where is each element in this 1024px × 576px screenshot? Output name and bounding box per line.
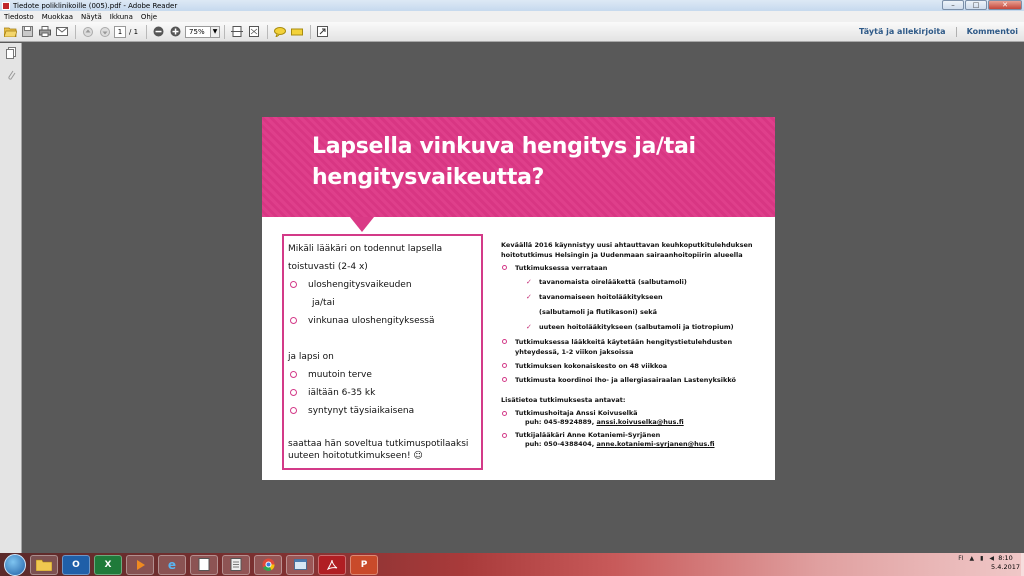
window-app-icon[interactable]	[286, 555, 314, 575]
zoom-in-icon[interactable]	[168, 24, 183, 39]
circle-bullet-icon	[502, 411, 507, 416]
adobe-reader-icon	[2, 2, 10, 10]
window-title: Tiedote poliklinikoille (005).pdf - Adobe Reader	[13, 1, 178, 10]
toolbar-right-links	[859, 27, 1018, 37]
menu-file[interactable]: Tiedosto	[4, 12, 34, 21]
title-banner	[262, 117, 775, 217]
minimize-button[interactable]: –	[942, 0, 964, 10]
list-item: syntynyt täysiaikaisena	[288, 402, 477, 420]
page-number-input[interactable]: 1	[114, 26, 126, 38]
document-title: Lapsella vinkuva hengitys ja/tai hengitysvaikeutta?	[312, 134, 696, 190]
adobe-reader-taskbar-icon[interactable]	[318, 555, 346, 575]
contact-item	[501, 409, 763, 427]
banner-pointer	[350, 217, 374, 232]
pdf-page	[262, 117, 775, 480]
zoom-level-input[interactable]: 75%	[185, 26, 211, 38]
check-item: ✓ tavanomaiseen hoitolääkitykseen	[526, 293, 663, 301]
checkmark-icon: ✓	[526, 323, 532, 331]
zoom-dropdown-icon[interactable]: ▼	[211, 26, 220, 38]
attachment-icon[interactable]	[4, 69, 18, 83]
list-item: Tutkimuksessa verrataan	[501, 263, 763, 273]
toolbar-separator	[956, 27, 957, 37]
start-button[interactable]	[4, 554, 26, 576]
list-item: Tutkimuksen kokonaiskesto on 48 viikkoa	[501, 361, 763, 371]
contact-name: Tutkijalääkäri Anne Kotaniemi-Syrjänen	[515, 431, 661, 439]
circle-bullet-icon	[502, 363, 507, 368]
maximize-button[interactable]: □	[965, 0, 987, 10]
menu-bar	[0, 11, 1024, 22]
menu-edit[interactable]: Muokkaa	[41, 12, 74, 21]
save-icon[interactable]	[20, 24, 35, 39]
fill-and-sign-link[interactable]: Täytä ja allekirjoita	[858, 27, 946, 36]
circle-bullet-icon	[290, 281, 297, 288]
toolbar-separator	[75, 25, 76, 39]
toolbar-separator	[267, 25, 268, 39]
volume-icon[interactable]: ◀	[989, 555, 994, 562]
notes-app-icon[interactable]	[222, 555, 250, 575]
tray-arrow-icon[interactable]: ▲	[969, 555, 975, 562]
list-subtext: ja/tai	[312, 298, 335, 308]
highlight-icon[interactable]	[289, 24, 304, 39]
title-bar	[0, 0, 1024, 11]
network-icon[interactable]: ▮	[980, 555, 984, 562]
list-item: Tutkimusta koordinoi Iho- ja allergiasairaalan Lastenyksikkö	[501, 375, 763, 385]
checkmark-icon: ✓	[526, 293, 532, 301]
toolbar-separator	[146, 25, 147, 39]
toolbar-separator	[224, 25, 225, 39]
taskbar	[0, 553, 1024, 576]
circle-bullet-icon	[502, 377, 507, 382]
clock-date: 5.4.2017	[991, 563, 1020, 571]
checkmark-icon: ✓	[526, 278, 532, 286]
list-item: muutoin terve	[288, 366, 477, 384]
document-app-icon[interactable]	[190, 555, 218, 575]
circle-bullet-icon	[502, 265, 507, 270]
close-button[interactable]: ✕	[988, 0, 1022, 10]
eligibility-mid: ja lapsi on	[288, 352, 334, 362]
check-item-continued: (salbutamoli ja flutikasoni) sekä	[539, 308, 657, 316]
list-item: uloshengitysvaikeuden	[288, 276, 477, 294]
fit-page-icon[interactable]	[246, 24, 261, 39]
contact-email-link[interactable]: anssi.koivuselka@hus.fi	[596, 418, 684, 426]
contact-email-link[interactable]: anne.kotaniemi-syrjanen@hus.fi	[596, 440, 715, 448]
check-item: ✓ uuteen hoitolääkitykseen (salbutamoli ja tiotropium)	[526, 323, 734, 331]
open-folder-icon[interactable]	[3, 24, 18, 39]
excel-icon[interactable]: X	[94, 555, 122, 575]
comment-link[interactable]: Kommentoi	[966, 27, 1018, 36]
contact-phone: puh: 045-8924889,	[525, 418, 595, 426]
language-indicator[interactable]: FI	[958, 555, 964, 562]
contact-name: Tutkimushoitaja Anssi Koivuselkä	[515, 409, 638, 417]
clock-time: 8:10	[998, 554, 1013, 562]
outlook-icon[interactable]: O	[62, 555, 90, 575]
eligibility-intro: Mikäli lääkäri on todennut lapsella toistuvasti (2-4 x)	[288, 244, 443, 272]
page-total: / 1	[129, 27, 139, 36]
circle-bullet-icon	[290, 371, 297, 378]
study-intro: Keväällä 2016 käynnistyy uusi ahtauttavan keuhkoputkitulehduksen hoitotutkimus Helsingin ja Uudenmaan sairaanhoitopiirin alueella	[501, 241, 753, 259]
expand-icon[interactable]	[315, 24, 330, 39]
fit-width-icon[interactable]	[229, 24, 244, 39]
contact-item	[501, 431, 763, 449]
zoom-out-icon[interactable]	[151, 24, 166, 39]
eligibility-box	[282, 234, 483, 470]
email-icon[interactable]	[54, 24, 69, 39]
print-icon[interactable]	[37, 24, 52, 39]
internet-explorer-icon[interactable]: e	[158, 555, 186, 575]
check-item: ✓ tavanomaista oirelääkettä (salbutamoli)	[526, 278, 687, 286]
study-info	[501, 240, 763, 453]
media-player-icon[interactable]	[126, 555, 154, 575]
toolbar-separator	[310, 25, 311, 39]
page-thumbnails-icon[interactable]	[4, 47, 18, 61]
menu-view[interactable]: Näytä	[81, 12, 102, 21]
circle-bullet-icon	[502, 433, 507, 438]
eligibility-outro: saattaa hän soveltua tutkimuspotilaaksi uuteen hoitotutkimukseen! ☺	[288, 439, 469, 461]
circle-bullet-icon	[290, 407, 297, 414]
previous-page-icon[interactable]	[80, 24, 95, 39]
contacts-heading: Lisätietoa tutkimuksesta antavat:	[501, 396, 626, 404]
contact-phone: puh: 050-4388404,	[525, 440, 595, 448]
next-page-icon[interactable]	[97, 24, 112, 39]
circle-bullet-icon	[290, 389, 297, 396]
navigation-pane	[0, 43, 22, 553]
menu-window[interactable]: Ikkuna	[109, 12, 133, 21]
file-explorer-icon[interactable]	[30, 555, 58, 575]
list-item: Tutkimuksessa lääkkeitä käytetään hengitystietulehdusten yhteydessä, 1-2 viikon jaksoissa	[501, 337, 763, 357]
system-clock[interactable]	[991, 554, 1020, 572]
menu-help[interactable]: Ohje	[140, 12, 158, 21]
list-item: iältään 6-35 kk	[288, 384, 477, 402]
powerpoint-icon[interactable]: P	[350, 555, 378, 575]
comment-icon[interactable]	[272, 24, 287, 39]
window-controls	[942, 0, 1022, 10]
list-item: vinkunaa uloshengityksessä	[288, 312, 477, 330]
chrome-icon[interactable]	[254, 555, 282, 575]
circle-bullet-icon	[290, 317, 297, 324]
circle-bullet-icon	[502, 339, 507, 344]
system-tray	[958, 555, 994, 562]
toolbar	[0, 22, 1024, 42]
